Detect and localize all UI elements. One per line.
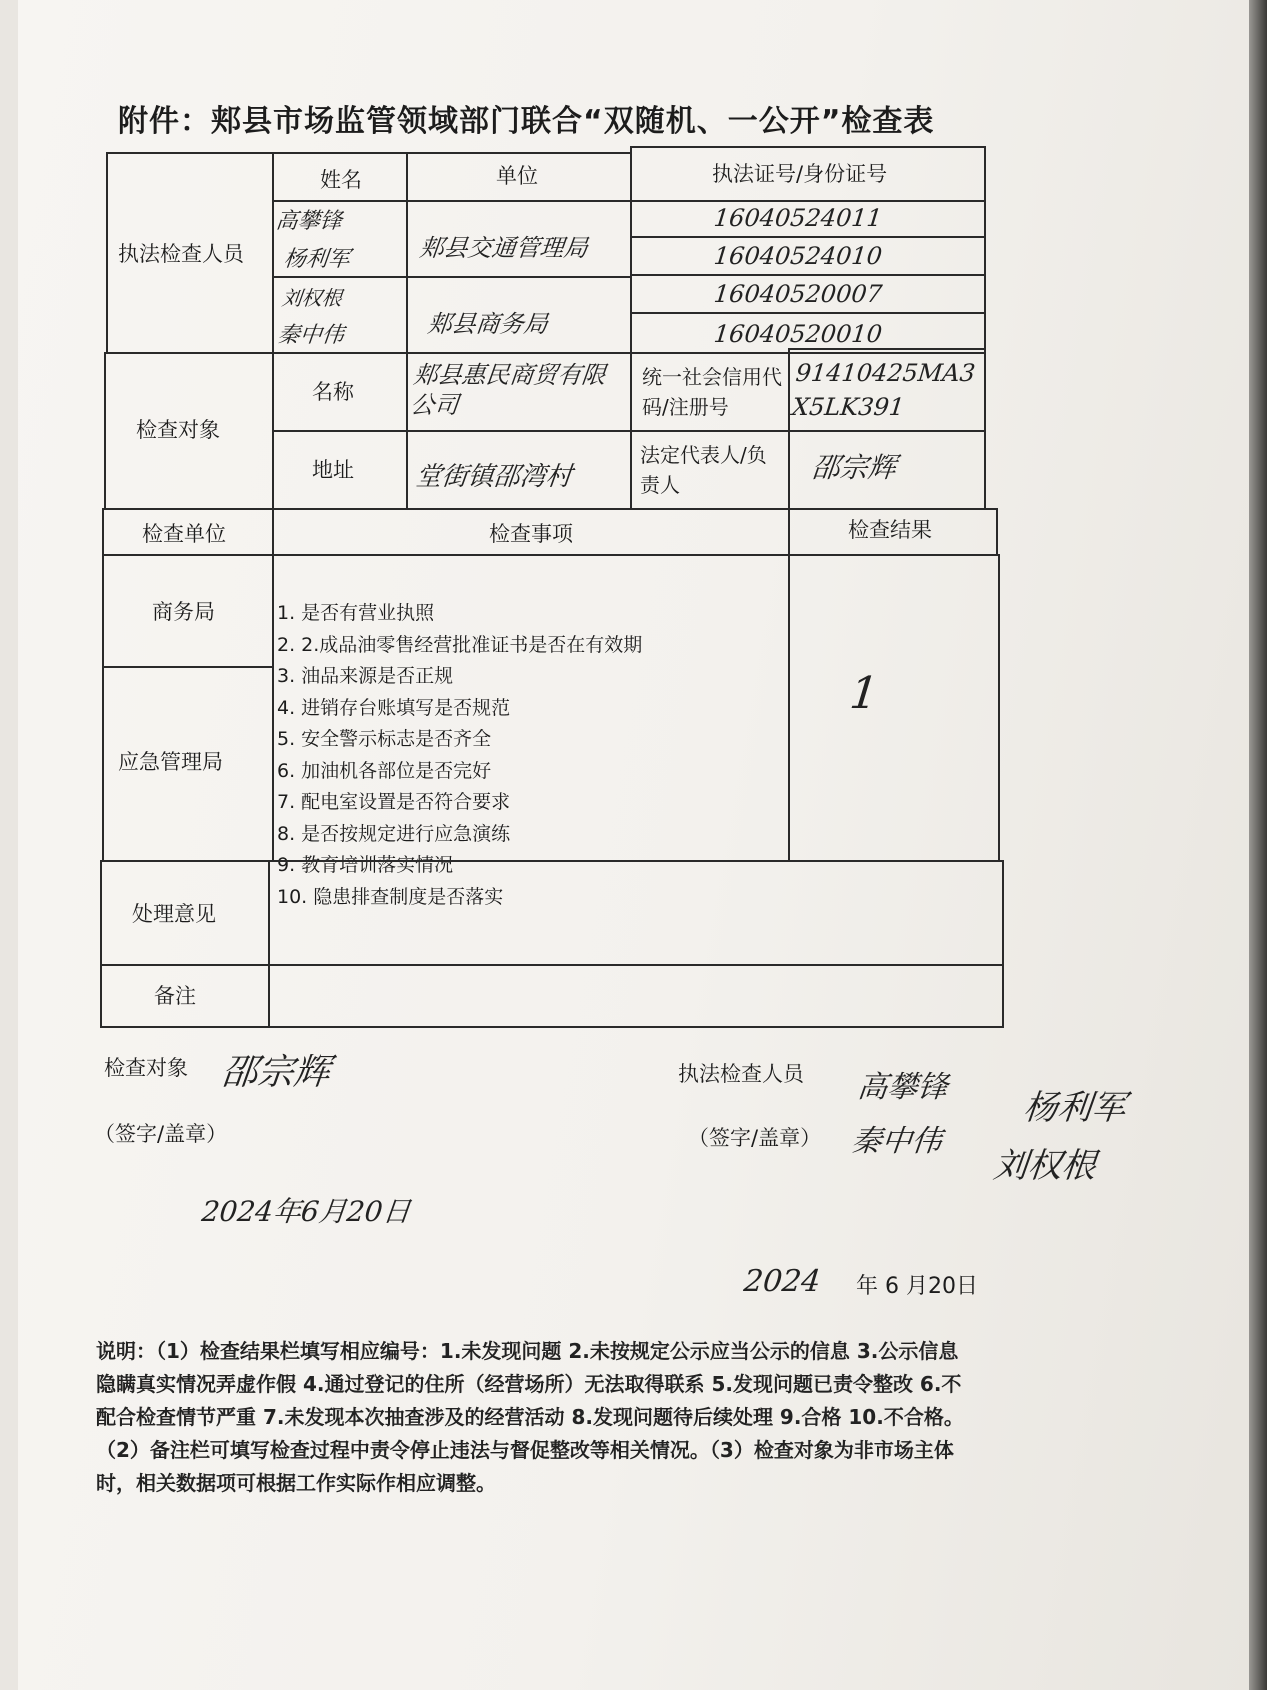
unit-column-header-cell xyxy=(102,508,274,556)
inspector-signature-3: 杨利军 xyxy=(1021,1088,1128,1128)
target-name-label-cell xyxy=(272,352,408,432)
inspector-id-4: 16040520010 xyxy=(712,320,884,348)
inspector-name-4: 秦中伟 xyxy=(276,323,346,348)
inspection-item: 1. 是否有营业执照 xyxy=(277,602,435,624)
inspectors-label-cell xyxy=(106,152,274,354)
name-header: 姓名 xyxy=(320,168,362,192)
inspector-id-2: 16040524010 xyxy=(712,242,884,270)
target-sign-label: 检查对象 xyxy=(104,1056,188,1080)
note-line: 说明：（1）检查结果栏填写相应编号：1.未发现问题 2.未按规定公示应当公示的信息 3.公示信息 xyxy=(96,1339,959,1363)
inspector-signature-2: 秦中伟 xyxy=(849,1124,944,1159)
unit-cell-2 xyxy=(406,276,632,354)
target-name-value: 郏县惠民商贸有限公司 xyxy=(408,361,608,419)
unit-cell-1 xyxy=(406,200,632,278)
note-line: 配合检查情节严重 7.未发现本次抽查涉及的经营活动 8.发现问题待后续处理 9.合格 10.不合格。 xyxy=(96,1405,964,1429)
result-cell xyxy=(788,554,1000,862)
target-signature: 邵宗辉 xyxy=(219,1052,332,1093)
target-date: 2024年6月20日 xyxy=(200,1195,413,1228)
target-stamp-label: （签字/盖章） xyxy=(94,1122,228,1146)
inspector-date-rest: 年 6 月20日 xyxy=(856,1274,978,1299)
inspector-unit-1: 郏县交通管理局 xyxy=(418,234,590,262)
inspection-item: 2. 2.成品油零售经营批准证书是否在有效期 xyxy=(277,633,643,656)
inspector-date-year: 2024 xyxy=(742,1264,823,1299)
unit-commerce-cell xyxy=(102,554,274,668)
inspection-item: 8. 是否按规定进行应急演练 xyxy=(277,822,511,845)
background-edge xyxy=(1249,0,1267,1690)
items-header-cell xyxy=(272,508,790,556)
inspection-item: 4. 进销存台账填写是否规范 xyxy=(277,696,511,719)
target-name-label: 名称 xyxy=(312,380,354,404)
note-line: 时，相关数据项可根据工作实际作相应调整。 xyxy=(96,1471,496,1495)
target-label-cell xyxy=(104,352,274,510)
target-label: 检查对象 xyxy=(136,418,220,442)
legal-label: 法定代表人/负责人 xyxy=(640,443,767,497)
address-value-cell xyxy=(406,430,632,510)
inspection-item: 10. 隐患排查制度是否落实 xyxy=(277,885,504,908)
credit-label: 统一社会信用代码/注册号 xyxy=(642,365,782,419)
opinion-value-cell xyxy=(268,860,1004,966)
names-cell-2 xyxy=(272,276,408,354)
legal-value-cell xyxy=(788,430,986,510)
remark-label-cell xyxy=(100,964,270,1028)
target-name-value-cell xyxy=(406,352,632,432)
credit-value: 91410425MA3X5LK391 xyxy=(790,359,977,421)
id-cell-2 xyxy=(630,236,986,276)
id-cell-3 xyxy=(630,274,986,314)
inspection-item: 3. 油品来源是否正规 xyxy=(277,665,454,687)
inspection-item: 6. 加油机各部位是否完好 xyxy=(277,759,492,782)
result-header: 检查结果 xyxy=(848,518,932,542)
inspection-item: 7. 配电室设置是否符合要求 xyxy=(277,791,511,813)
credit-label-cell xyxy=(630,352,790,432)
legal-label-cell xyxy=(630,430,790,510)
inspector-name-2: 杨利军 xyxy=(282,247,352,272)
address-label: 地址 xyxy=(312,458,354,482)
notes-block xyxy=(96,1335,1096,1500)
unit-header-cell xyxy=(406,152,632,202)
id-header-cell xyxy=(630,146,986,202)
items-header: 检查事项 xyxy=(489,522,573,546)
inspector-signature-1: 高攀锋 xyxy=(855,1070,950,1105)
legal-value: 邵宗辉 xyxy=(810,451,898,484)
unit-emergency: 应急管理局 xyxy=(118,750,223,774)
inspector-id-3: 16040520007 xyxy=(712,280,884,308)
inspector-stamp-label: （签字/盖章） xyxy=(688,1126,822,1150)
name-header-cell xyxy=(272,152,408,202)
opinion-label: 处理意见 xyxy=(132,902,216,926)
address-value: 堂街镇邵湾村 xyxy=(414,462,574,492)
inspector-name-3: 刘权根 xyxy=(280,286,344,310)
inspection-item: 9. 教育培训落实情况 xyxy=(277,854,454,876)
unit-commerce: 商务局 xyxy=(152,600,215,624)
inspector-name-1: 高攀锋 xyxy=(274,209,344,234)
inspector-signature-4: 刘权根 xyxy=(991,1146,1098,1186)
note-line: 隐瞒真实情况弄虚作假 4.通过登记的住所（经营场所）无法取得联系 5.发现问题已责令整改 6.不 xyxy=(96,1372,962,1396)
inspector-unit-2: 郏县商务局 xyxy=(426,310,550,338)
unit-emergency-cell xyxy=(102,666,274,862)
note-line: （2）备注栏可填写检查过程中责令停止违法与督促整改等相关情况。（3）检查对象为非市场主体 xyxy=(96,1438,954,1462)
credit-value-cell xyxy=(788,348,986,432)
unit-header: 单位 xyxy=(496,164,538,188)
document-title: 附件：郏县市场监管领域部门联合“双随机、一公开”检查表 xyxy=(118,104,935,139)
id-cell-1 xyxy=(630,200,986,238)
remark-label: 备注 xyxy=(154,984,196,1008)
result-header-cell xyxy=(788,508,998,556)
remark-value-cell xyxy=(268,964,1004,1028)
names-cell-1 xyxy=(272,200,408,278)
id-header: 执法证号/身份证号 xyxy=(712,162,888,186)
opinion-label-cell xyxy=(100,860,270,966)
address-label-cell xyxy=(272,430,408,510)
inspection-item: 5. 安全警示标志是否齐全 xyxy=(277,728,492,750)
inspectors-label: 执法检查人员 xyxy=(118,242,244,266)
unit-column-header: 检查单位 xyxy=(142,522,226,546)
inspector-sign-label: 执法检查人员 xyxy=(678,1062,804,1086)
inspector-id-1: 16040524011 xyxy=(712,204,884,232)
result-value: 1 xyxy=(847,668,881,719)
